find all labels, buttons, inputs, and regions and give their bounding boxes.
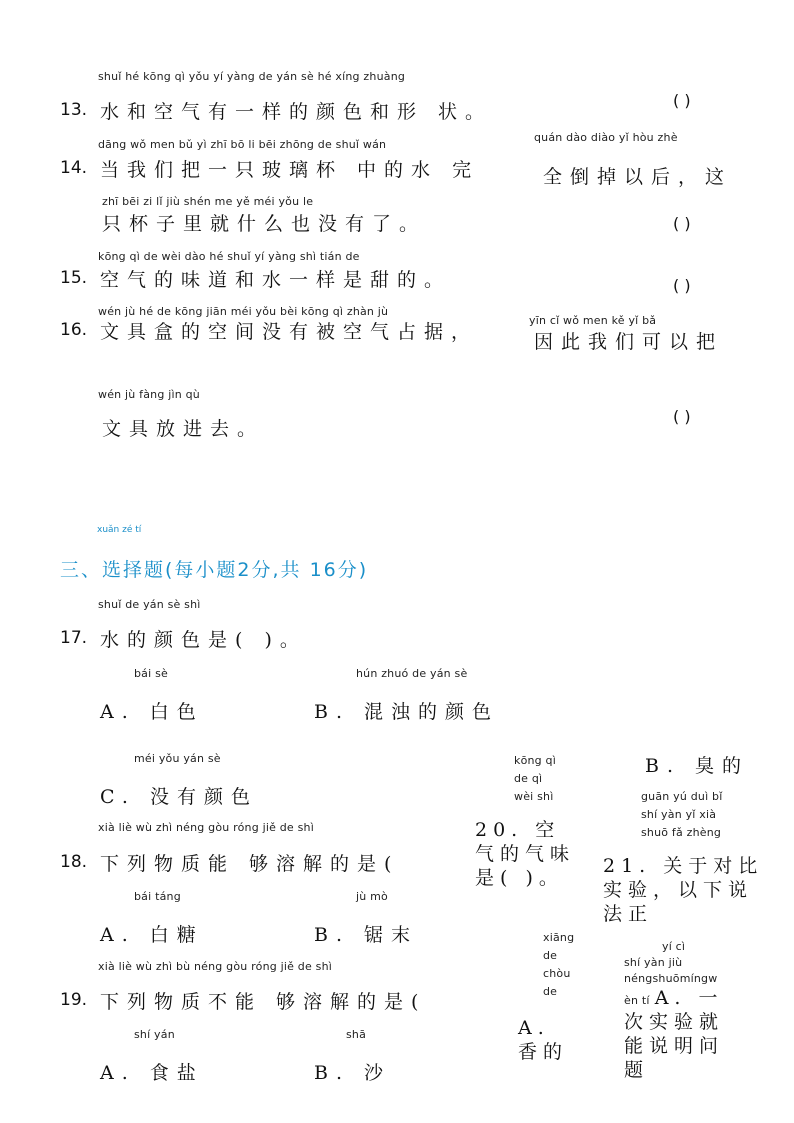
q21-optA-pinyin-l2: shí yàn jiù [624, 956, 683, 969]
q17-option-a[interactable]: A. 白色 [100, 701, 204, 723]
q14-text-line1b: 全倒掉以后，这 [543, 166, 733, 188]
q14-pinyin-line1b: quán dào diào yǐ hòu zhè [534, 131, 678, 144]
q16-number: 16. [60, 320, 88, 340]
q17-optA-pinyin: bái sè [134, 667, 168, 680]
q16-pinyin-line1b: yīn cǐ wǒ men kě yǐ bǎ [529, 314, 657, 327]
q16-text-line2: 文具放进去。 [102, 418, 265, 440]
q17-text: 水的颜色是( )。 [100, 629, 307, 651]
q18-optA-pinyin: bái táng [134, 890, 181, 903]
q16-pinyin-line2: wén jù fàng jìn qù [98, 388, 200, 401]
section3-title: 三、选择题(每小题2分,共 16分) [60, 559, 369, 581]
q14-pinyin-line2: zhī bēi zi lǐ jiù shén me yě méi yǒu le [102, 195, 314, 208]
q19-text: 下列物质不能 够溶解的是( [100, 991, 427, 1013]
q14-text-line2: 只杯子里就什么也没有了。 [102, 213, 427, 235]
q20-question [475, 818, 585, 890]
q21-question [603, 854, 773, 926]
q20-pinyin-l2: de qì [514, 772, 543, 785]
q21-pinyin-l2: shí yàn yǐ xià [641, 808, 717, 821]
q20-option-a-wrap[interactable] [518, 1016, 582, 1064]
q17-pinyin: shuǐ de yán sè shì [98, 598, 201, 611]
q17-optB-pinyin: hún zhuó de yán sè [356, 667, 468, 680]
q15-number: 15. [60, 268, 88, 288]
q13-text: 水和空气有一样的颜色和形 状。 [100, 101, 493, 123]
q20-optA-pinyin-l2: de [543, 949, 558, 962]
q20-optA-pinyin-l4: de [543, 985, 558, 998]
q18-text: 下列物质能 够溶解的是( [100, 853, 400, 875]
q15-text: 空气的味道和水一样是甜的。 [100, 269, 452, 291]
q14-pinyin-line1: dāng wǒ men bǔ yì zhī bō li bēi zhōng de shuǐ wán [98, 138, 387, 151]
q21-pinyin-l3: shuō fǎ zhèng [641, 826, 722, 839]
section3-pinyin: xuǎn zé tí [97, 525, 142, 535]
q19-option-a[interactable]: A. 食盐 [100, 1062, 204, 1084]
q15-answer-paren[interactable]: ( ) [673, 276, 691, 295]
q15-pinyin: kōng qì de wèi dào hé shuǐ yí yàng shì tián de [98, 250, 360, 263]
q13-pinyin: shuǐ hé kōng qì yǒu yí yàng de yán sè hé xíng zhuàng [98, 70, 406, 83]
q16-text-line1b: 因此我们可以把 [534, 331, 724, 353]
q13-number: 13. [60, 100, 88, 120]
q20-optA-pinyin-l1: xiāng [543, 931, 575, 944]
q19-pinyin: xià liè wù zhì bù néng gòu róng jiě de shì [98, 960, 333, 973]
q18-optB-pinyin: jù mò [356, 890, 388, 903]
q21-optA-pinyin-l3: néngshuōmíngw [624, 972, 718, 985]
q18-number: 18. [60, 852, 88, 872]
q19-optB-pinyin: shā [346, 1028, 367, 1041]
q17-option-c[interactable]: C. 没有颜色 [100, 786, 258, 808]
q18-pinyin: xià liè wù zhì néng gòu róng jiě de shì [98, 821, 314, 834]
q19-optA-pinyin: shí yán [134, 1028, 175, 1041]
q17-number: 17. [60, 628, 88, 648]
q20-pinyin-l1: kōng qì [514, 754, 556, 767]
q17-option-b[interactable]: B. 混浊的颜色 [314, 701, 500, 723]
q21-option-a-wrap[interactable] [624, 986, 736, 1082]
q19-number: 19. [60, 990, 88, 1010]
q21-option-a[interactable]: A. 一次实验就能说明问题 [624, 987, 725, 1081]
q16-pinyin-line1: wén jù hé de kōng jiān méi yǒu bèi kōng qì zhàn jù [98, 305, 389, 318]
q14-answer-paren[interactable]: ( ) [673, 214, 691, 233]
q18-option-a[interactable]: A. 白糖 [100, 924, 204, 946]
q14-number: 14. [60, 158, 88, 178]
q14-text-line1: 当我们把一只玻璃杯 中的水 完 [100, 159, 480, 181]
q21-text: 21. 关于对比实验，以下说法正 [603, 855, 764, 925]
q20-optA-pinyin-l3: chòu [543, 967, 571, 980]
q16-answer-paren[interactable]: ( ) [673, 407, 691, 426]
q20-text: 20. 空气的气味是( )。 [475, 819, 576, 889]
q13-answer-paren[interactable]: ( ) [673, 91, 691, 110]
q16-text-line1: 文具盒的空间没有被空气占据， [100, 321, 479, 343]
q21-pinyin-l1: guān yú duì bǐ [641, 790, 723, 803]
q17-optC-pinyin: méi yǒu yán sè [134, 752, 221, 765]
q20-pinyin-l3: wèi shì [514, 790, 554, 803]
q20-option-b[interactable]: B. 臭的 [645, 755, 750, 777]
q21-optA-pinyin-l1: yí cì [662, 940, 686, 953]
q18-option-b[interactable]: B. 锯末 [314, 924, 419, 946]
q20-option-a[interactable]: A. 香的 [518, 1017, 569, 1063]
q21-optA-pinyin-l4: èn tí [624, 994, 650, 1007]
q19-option-b[interactable]: B. 沙 [314, 1062, 392, 1084]
